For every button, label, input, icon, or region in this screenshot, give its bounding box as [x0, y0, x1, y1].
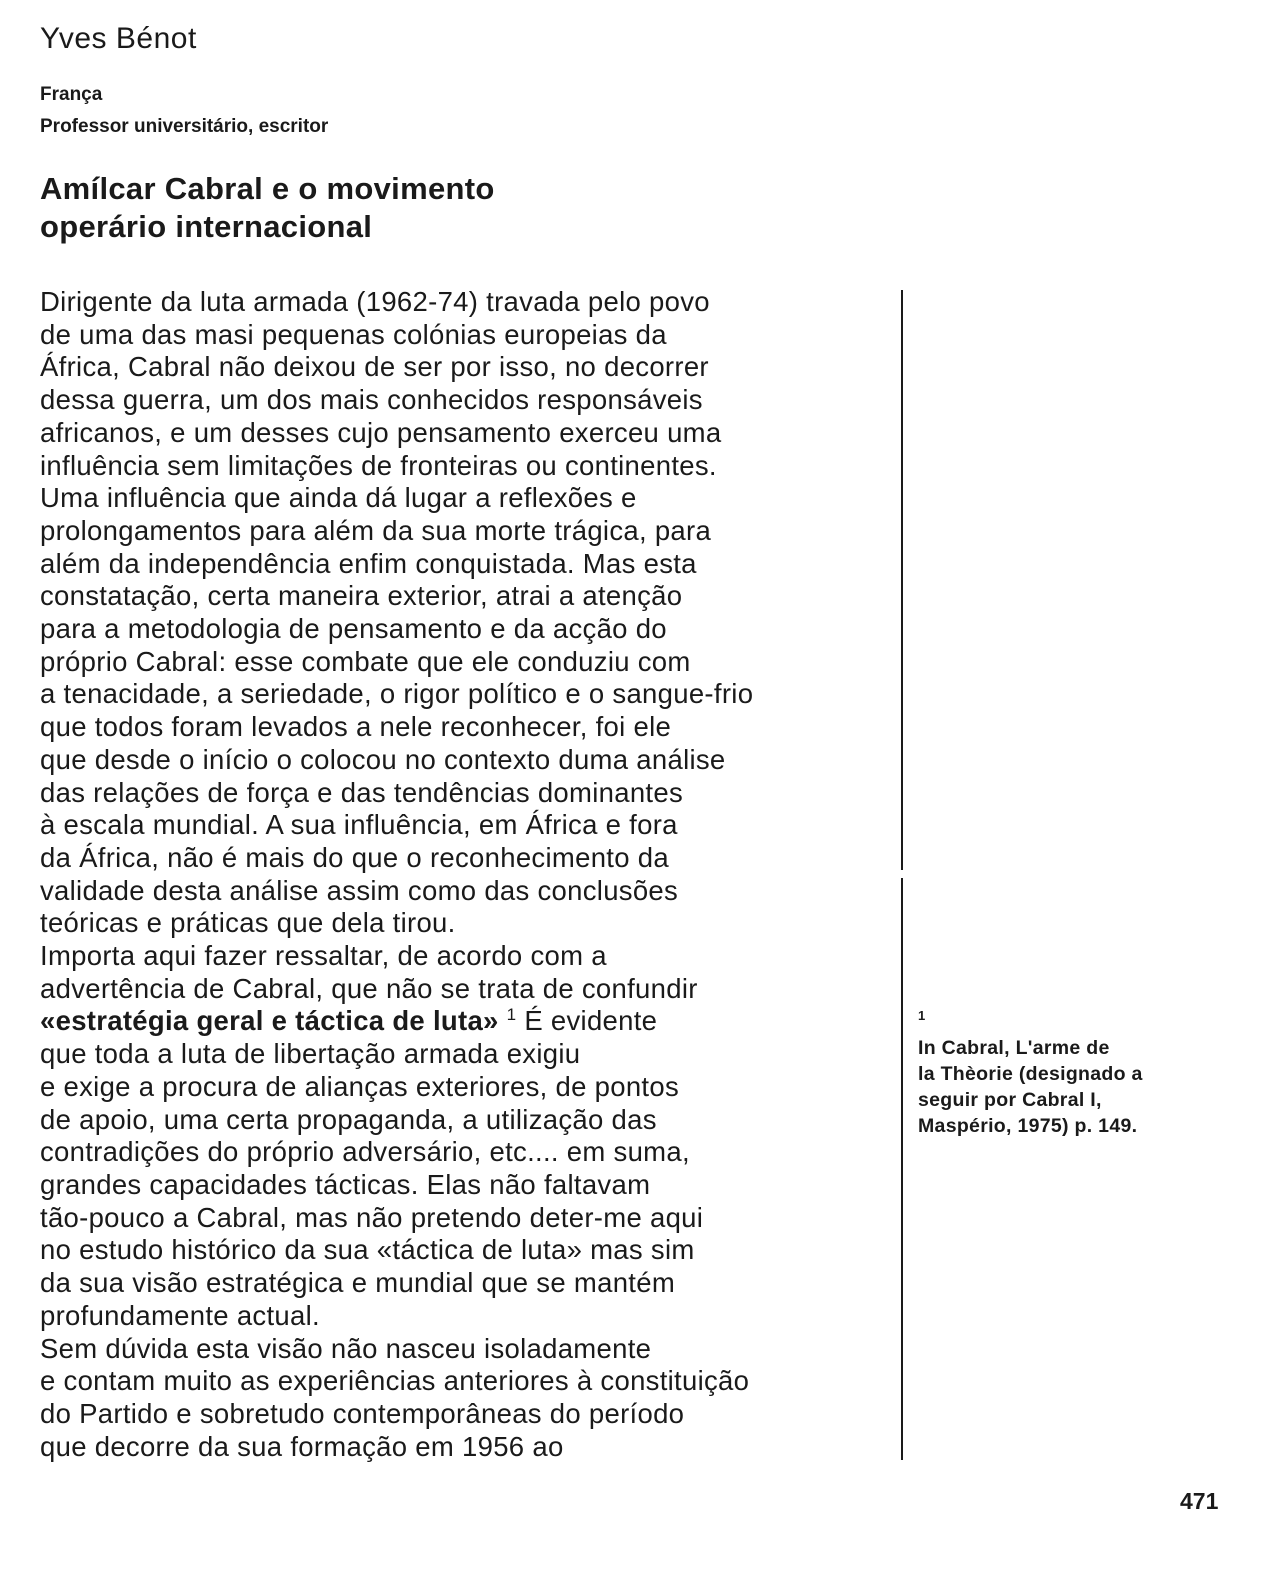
body-line: Sem dúvida esta visão não nasceu isoladamente	[40, 1332, 652, 1364]
body-line: que desde o início o colocou no contexto duma análise	[40, 743, 726, 775]
body-line: contradições do próprio adversário, etc.... em suma,	[40, 1136, 690, 1168]
footnote-line	[918, 1003, 1248, 1061]
column-divider	[901, 878, 903, 1460]
article-title	[40, 170, 495, 246]
body-line: Uma influência que ainda dá lugar a reflexões e	[40, 482, 637, 514]
body-fragment: É evidente	[524, 1005, 658, 1037]
body-line: e contam muito as experiências anteriores à constituição	[40, 1365, 750, 1397]
body-line-with-footnote	[40, 1005, 890, 1038]
title-line: Amílcar Cabral e o movimento	[40, 171, 495, 206]
body-line: que decorre da sua formação em 1956 ao	[40, 1430, 564, 1462]
body-line: da sua visão estratégica e mundial que se mantém	[40, 1267, 676, 1299]
body-line: Importa aqui fazer ressaltar, de acordo com a	[40, 940, 607, 972]
body-line: dessa guerra, um dos mais conhecidos responsáveis	[40, 384, 703, 416]
body-line: e exige a procura de alianças exteriores, de pontos	[40, 1070, 680, 1102]
title-line: operário internacional	[40, 209, 373, 244]
body-line: advertência de Cabral, que não se trata de confundir	[40, 972, 698, 1004]
body-line: profundamente actual.	[40, 1299, 320, 1331]
body-line: grandes capacidades tácticas. Elas não faltavam	[40, 1168, 651, 1200]
bold-phrase: «estratégia geral e táctica de luta»	[40, 1005, 499, 1037]
footnote-text: In Cabral, L'arme de	[918, 1036, 1110, 1059]
body-line: à escala mundial. A sua influência, em África e fora	[40, 809, 678, 841]
body-line: que todos foram levados a nele reconhecer, foi ele	[40, 711, 672, 743]
body-line: além da independência enfim conquistada. Mas esta	[40, 547, 697, 579]
page-number: 471	[1180, 1488, 1219, 1514]
body-line: para a metodologia de pensamento e da acção do	[40, 613, 667, 645]
body-line: teóricas e práticas que dela tirou.	[40, 907, 456, 939]
body-line: próprio Cabral: esse combate que ele conduziu com	[40, 645, 691, 677]
body-line: de apoio, uma certa propaganda, a utilização das	[40, 1103, 657, 1135]
body-line: de uma das masi pequenas colónias europeias da	[40, 318, 667, 350]
footnote-reference[interactable]: 1	[506, 1005, 517, 1025]
body-line: África, Cabral não deixou de ser por isso, no decorrer	[40, 351, 709, 383]
body-line: Dirigente da luta armada (1962-74) travada pelo povo	[40, 286, 710, 317]
body-line: validade desta análise assim como das conclusões	[40, 874, 679, 906]
column-divider	[901, 290, 903, 870]
footnote-number: 1	[918, 1008, 926, 1023]
body-line: influência sem limitações de fronteiras ou continentes.	[40, 449, 717, 481]
body-line: tão-pouco a Cabral, mas não pretendo deter-me aqui	[40, 1201, 704, 1233]
body-line: da África, não é mais do que o reconhecimento da	[40, 841, 669, 873]
author-name: Yves Bénot	[40, 22, 197, 55]
body-line: constatação, certa maneira exterior, atrai a atenção	[40, 580, 683, 612]
footnote-line: la Thèorie (designado a	[918, 1062, 1143, 1085]
body-line: africanos, e um desses cujo pensamento exerceu uma	[40, 416, 722, 448]
article-body	[40, 286, 890, 1463]
body-line: a tenacidade, a seriedade, o rigor político e o sangue-frio	[40, 678, 754, 710]
body-line: das relações de força e das tendências dominantes	[40, 776, 684, 808]
author-profession: Professor universitário, escritor	[40, 116, 329, 137]
author-country: França	[40, 84, 103, 105]
body-line: no estudo histórico da sua «táctica de luta» mas sim	[40, 1234, 695, 1266]
body-line: prolongamentos para além da sua morte trágica, para	[40, 514, 712, 546]
body-line: que toda a luta de libertação armada exigiu	[40, 1038, 581, 1070]
footnote-line: Maspério, 1975) p. 149.	[918, 1114, 1138, 1137]
body-line: do Partido e sobretudo contemporâneas do período	[40, 1397, 685, 1429]
footnote-line: seguir por Cabral I,	[918, 1088, 1102, 1111]
footnote	[918, 1003, 1248, 1139]
